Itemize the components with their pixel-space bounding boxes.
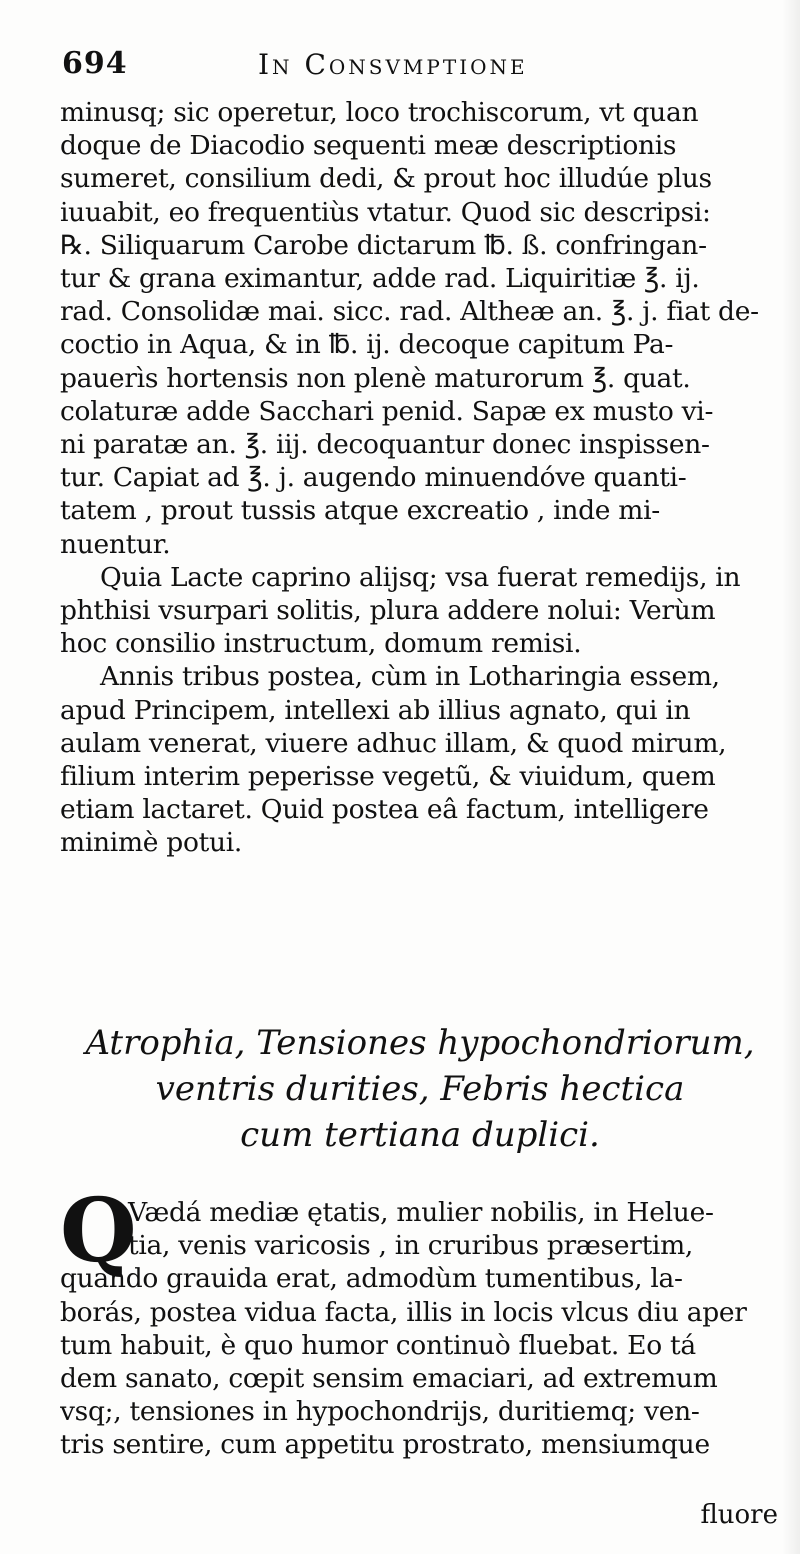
heading-line: Atrophia, Tensiones hypochondriorum, xyxy=(85,1023,755,1063)
text-line: ℞. Siliquarum Carobe dictarum ℔. ß. confringan- xyxy=(60,229,707,261)
heading-line: cum tertiana duplici. xyxy=(240,1115,600,1155)
text-line: nuentur. xyxy=(60,528,171,560)
text-line: minusq; sic operetur, loco trochiscorum, vt quan xyxy=(60,97,699,128)
section-heading xyxy=(60,1020,780,1158)
text-line: vsq;, tensiones in hypochondrijs, duritiemq; ven- xyxy=(60,1396,700,1428)
text-line: colaturæ adde Sacchari penid. Sapæ ex musto vi- xyxy=(60,395,714,427)
text-line: aulam venerat, viuere adhuc illam, & quod mirum, xyxy=(60,727,727,759)
page-edge-shadow xyxy=(782,0,800,1554)
text-line: Annis tribus postea, cùm in Lotharingia essem, xyxy=(100,661,720,693)
paragraph-outcome xyxy=(60,660,780,859)
drop-cap: Q xyxy=(60,1178,137,1282)
text-line: phthisi vsurpari solitis, plura addere nolui: Verùm xyxy=(60,595,716,627)
text-line: filium interim peperisse vegetũ, & viuidum, quem xyxy=(60,761,716,793)
text-line: Vædá mediæ ętatis, mulier nobilis, in Helue- xyxy=(128,1197,714,1228)
text-line: borás, postea vidua facta, illis in locis vlcus diu aper xyxy=(60,1296,747,1328)
paragraph-remedies xyxy=(60,561,780,661)
main-text-block xyxy=(60,96,780,860)
text-line: minimè potui. xyxy=(60,827,243,859)
catchword: fluore xyxy=(700,1500,778,1530)
text-line: dem sanato, cœpit sensim emaciari, ad extremum xyxy=(60,1363,718,1395)
case-text-block xyxy=(60,1178,780,1462)
text-line: tur. Capiat ad ℥. j. augendo minuendóve quanti- xyxy=(60,462,687,494)
text-line: ni paratæ an. ℥. iij. decoquantur donec inspissen- xyxy=(60,429,710,461)
text-line: etiam lactaret. Quid postea eâ factum, intelligere xyxy=(60,794,709,826)
text-line: tia, venis varicosis , in cruribus præsertim, xyxy=(128,1230,694,1262)
text-line: doque de Diacodio sequenti meæ descriptionis xyxy=(60,130,677,162)
text-line: quando grauida erat, admodùm tumentibus, la- xyxy=(60,1263,683,1295)
text-line: pauerìs hortensis non plenè maturorum ℥. quat. xyxy=(60,362,691,394)
heading-line: ventris durities, Febris hectica xyxy=(155,1069,685,1109)
text-line: coctio in Aqua, & in ℔. ij. decoque capitum Pa- xyxy=(60,329,674,361)
text-line: sumeret, consilium dedi, & prout hoc illudúe plus xyxy=(60,163,712,195)
text-line: tatem , prout tussis atque excreatio , inde mi- xyxy=(60,495,660,527)
text-line: tris sentire, cum appetitu prostrato, mensiumque xyxy=(60,1429,710,1461)
page-header xyxy=(62,44,762,84)
text-line: iuuabit, eo frequentiùs vtatur. Quod sic descripsi: xyxy=(60,196,711,228)
running-title: In Consvmptione xyxy=(258,48,528,81)
paragraph-prescription xyxy=(60,96,780,561)
text-line: hoc consilio instructum, domum remisi. xyxy=(60,628,582,660)
text-line: apud Principem, intellexi ab illius agnato, qui in xyxy=(60,694,691,726)
text-line: tur & grana eximantur, adde rad. Liquiritiæ ℥. ij. xyxy=(60,263,700,295)
page-number: 694 xyxy=(62,46,128,81)
text-line: Quia Lacte caprino alijsq; vsa fuerat remedijs, in xyxy=(100,561,741,593)
text-line: rad. Consolidæ mai. sicc. rad. Altheæ an. ℥. j. fiat de- xyxy=(60,296,759,328)
text-line: tum habuit, è quo humor continuò fluebat. Eo tá xyxy=(60,1329,696,1361)
